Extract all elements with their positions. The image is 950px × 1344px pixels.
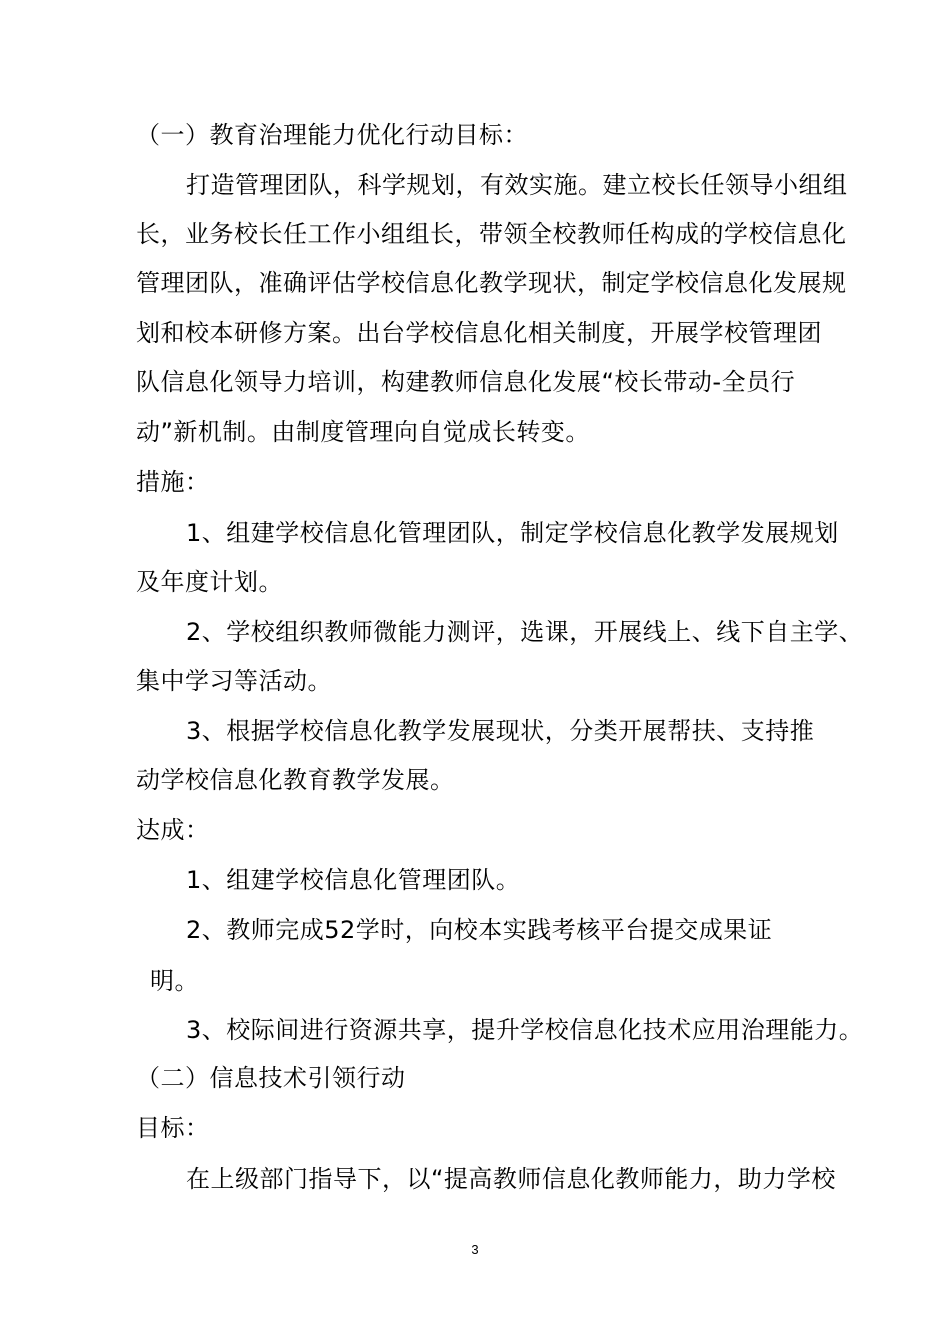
list-item-continuation: 及年度计划。 [136,568,283,596]
section-heading-1: （一）教育治理能力优化行动目标： [136,121,528,149]
list-item: 2、教师完成52学时，向校本实践考核平台提交成果证 [186,916,773,944]
section-heading-2: （二）信息技术引领行动 [136,1064,406,1092]
paragraph-line: 动”新机制。由制度管理向自觉成长转变。 [136,418,590,446]
list-item: 3、根据学校信息化教学发展现状，分类开展帮扶、支持推 [186,717,815,745]
list-item-continuation: 集中学习等活动。 [136,667,332,695]
paragraph-line: 划和校本研修方案。出台学校信息化相关制度，开展学校管理团 [136,319,822,347]
list-item-continuation: 明。 [150,967,199,995]
paragraph-line: 在上级部门指导下，以“提高教师信息化教师能力，助力学校 [186,1165,836,1193]
achievement-heading: 达成： [136,816,210,844]
paragraph-line: 打造管理团队，科学规划，有效实施。建立校长任领导小组组 [186,171,848,199]
paragraph-line: 长，业务校长任工作小组组长，带领全校教师任构成的学校信息化 [136,220,847,248]
list-item: 3、校际间进行资源共享，提升学校信息化技术应用治理能力。 [186,1016,864,1044]
list-item: 1、组建学校信息化管理团队，制定学校信息化教学发展规划 [186,519,839,547]
list-item: 2、学校组织教师微能力测评，选课，开展线上、线下自主学、 [186,618,864,646]
list-item: 1、组建学校信息化管理团队。 [186,866,521,894]
paragraph-line: 管理团队，准确评估学校信息化教学现状，制定学校信息化发展规 [136,269,847,297]
page-number: 3 [471,1242,479,1257]
paragraph-line: 队信息化领导力培训，构建教师信息化发展“校长带动-全员行 [136,368,796,396]
list-item-continuation: 动学校信息化教育教学发展。 [136,766,455,794]
measures-heading: 措施： [136,468,210,496]
goal-heading: 目标： [136,1114,210,1142]
